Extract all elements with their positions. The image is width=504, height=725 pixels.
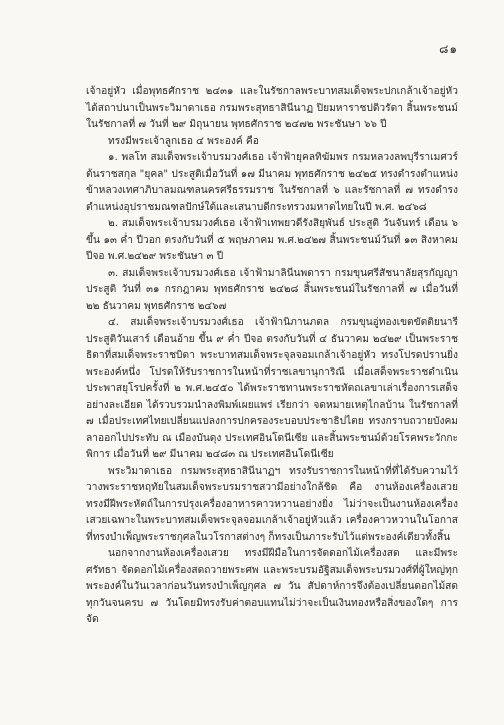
paragraph-6: ๔. สมเด็จพระเจ้าบรมวงศ์เธอ เจ้าฟ้านิภานภดล กรมขุนอู่ทองเขตขัตติยนารี ประสูติวันเสาร์ เดือนอ้าย ขึ้น ๙ ค่ำ ปีจอ ตรงกับวันที่ ๔ ธันวาคม ๒๔๒๙ เป็นพระราชธิดาที่สมเด็จพระราชบิดา พระบาทสมเด็จพระจุลจอมเกล้าเจ้าอยู่หัว ทรงโปรดปรานยิ่งพระองค์หนึ่ง โปรดให้รับราชการในหน้าที่ราชเลขานุการิณี เมื่อเสด็จพระราชดำเนินประพาสยุโรปครั้งที่ ๒ พ.ศ.๒๔๕๐ ได้พระราชทานพระราชหัตถเลขาเล่าเรื่องการเสด็จอย่างละเอียด ได้รวบรวมนำลงพิมพ์เผยแพร่ เรียกว่า จดหมายเหตุไกลบ้าน ในรัชกาลที่ ๗ เมื่อประเทศไทยเปลี่ยนแปลงการปกครองระบอบประชาธิปไตย ทรงกราบถวายบังคมลาออกไปประทับ ณ เมืองบันดุง ประเทศอินโดนีเซีย และสิ้นพระชนม์ด้วยโรคพระวักกะพิการ เมื่อวันที่ ๒๙ มีนาคม ๒๔๘๓ ณ ประเทศอินโดนีเซีย xyxy=(86,317,458,460)
paragraph-1: เจ้าอยู่หัว เมื่อพุทธศักราช ๒๔๓๑ และในรัชกาลพระบาทสมเด็จพระปกเกล้าเจ้าอยู่หัว ได้สถาปนาเป็นพระวิมาดาเธอ กรมพระสุทธาสินีนาฏ ปิยมหาราชปดิวรัดา สิ้นพระชนม์ ในรัชกาลที่ ๗ วันที่ ๒๙ มิถุนายน พุทธศักราช ๒๔๗๒ พระชันษา ๖๖ ปี xyxy=(86,86,458,130)
paragraph-2: ทรงมีพระเจ้าลูกเธอ ๔ พระองค์ คือ xyxy=(108,135,259,147)
paragraph-4: ๒. สมเด็จพระเจ้าบรมวงศ์เธอ เจ้าฟ้าเทพยวดีรังสิยุพันธ์ ประสูติ วันจันทร์ เดือน ๖ ขึ้น ๑๓ ค่ำ ปีวอก ตรงกับวันที่ ๕ พฤษภาคม พ.ศ.๒๔๒๗ สิ้นพระชนม์วันที่ ๑๓ สิงหาคม ปีจอ พ.ศ.๒๔๒๙ พระชันษา ๓ ปี xyxy=(86,218,458,262)
paragraph-3: ๑. พลโท สมเด็จพระเจ้าบรมวงศ์เธอ เจ้าฟ้ายุคลทิฆัมพร กรมหลวงลพบุรีราเมศวร์ ต้นราชสกุล "ยุคล" ประสูติเมื่อวันที่ ๑๗ มีนาคม พุทธศักราช ๒๔๒๕ ทรงดำรงตำแหน่งข้าหลวงเทศาภิบาลมณฑลนครศรีธรรมราช ในรัชกาลที่ ๖ และรัชกาลที่ ๗ ทรงดำรงตำแหน่งอุปราชมณฑลปักษ์ใต้และเสนาบดีกระทรวงมหาดไทยในปี พ.ศ. ๒๔๖๘ xyxy=(86,152,458,213)
paragraph-5: ๓. สมเด็จพระเจ้าบรมวงศ์เธอ เจ้าฟ้ามาลินีนพดารา กรมขุนศรีสัชนาลัยสุรกัญญา ประสูติ วันที่ ๓๑ กรกฎาคม พุทธศักราช ๒๔๒๘ สิ้นพระชนม์ในรัชกาลที่ ๗ เมื่อวันที่ ๒๒ ธันวาคม พุทธศักราช ๒๔๖๗ xyxy=(86,267,458,312)
page-number: ๘๑ xyxy=(439,42,458,56)
paragraph-7: พระวิมาดาเธอ กรมพระสุทธาสินีนาฏฯ ทรงรับราชการในหน้าที่ที่ได้รับความไว้วางพระราชหฤทัยในสมเด็จพระบรมราชสวามีอย่างใกล้ชิด คือ งานห้องเครื่องเสวย ทรงมีฝีพระหัตถ์ในการปรุงเครื่องอาหารคาวหวานอย่างยิ่ง ไม่ว่าจะเป็นงานห้องเครื่องเสวยเฉพาะในพระบาทสมเด็จพระจุลจอมเกล้าเจ้าอยู่หัวแล้ว เครื่องคาวหวานในโอกาสที่ทรงบำเพ็ญพระราชกุศลในวโรกาสต่างๆ ก็ทรงเป็นภาระรับไว้แต่พระองค์เดียวทั้งสิ้น xyxy=(86,465,458,543)
document-body xyxy=(86,84,458,629)
paragraph-8: นอกจากงานห้องเครื่องเสวย ทรงมีฝีมือในการจัดดอกไม้เครื่องสด และมีพระศรัทธา จัดดอกไม้เครื่องสดถวายพระศพ และพระบรมอัฐิสมเด็จพระบรมวงศ์ที่ผู้ใหญ่ทุกพระองค์ในวันเวลาก่อนวันทรงบำเพ็ญกุศล ๗ วัน สัปดาห์การจึงต้องเปลี่ยนดอกไม้สดทุกวันจนครบ ๗ วันโดยมิทรงรับค่าตอบแทนไม่ว่าจะเป็นเงินทองหรือสิ่งของใดๆ การจัด xyxy=(86,548,458,625)
